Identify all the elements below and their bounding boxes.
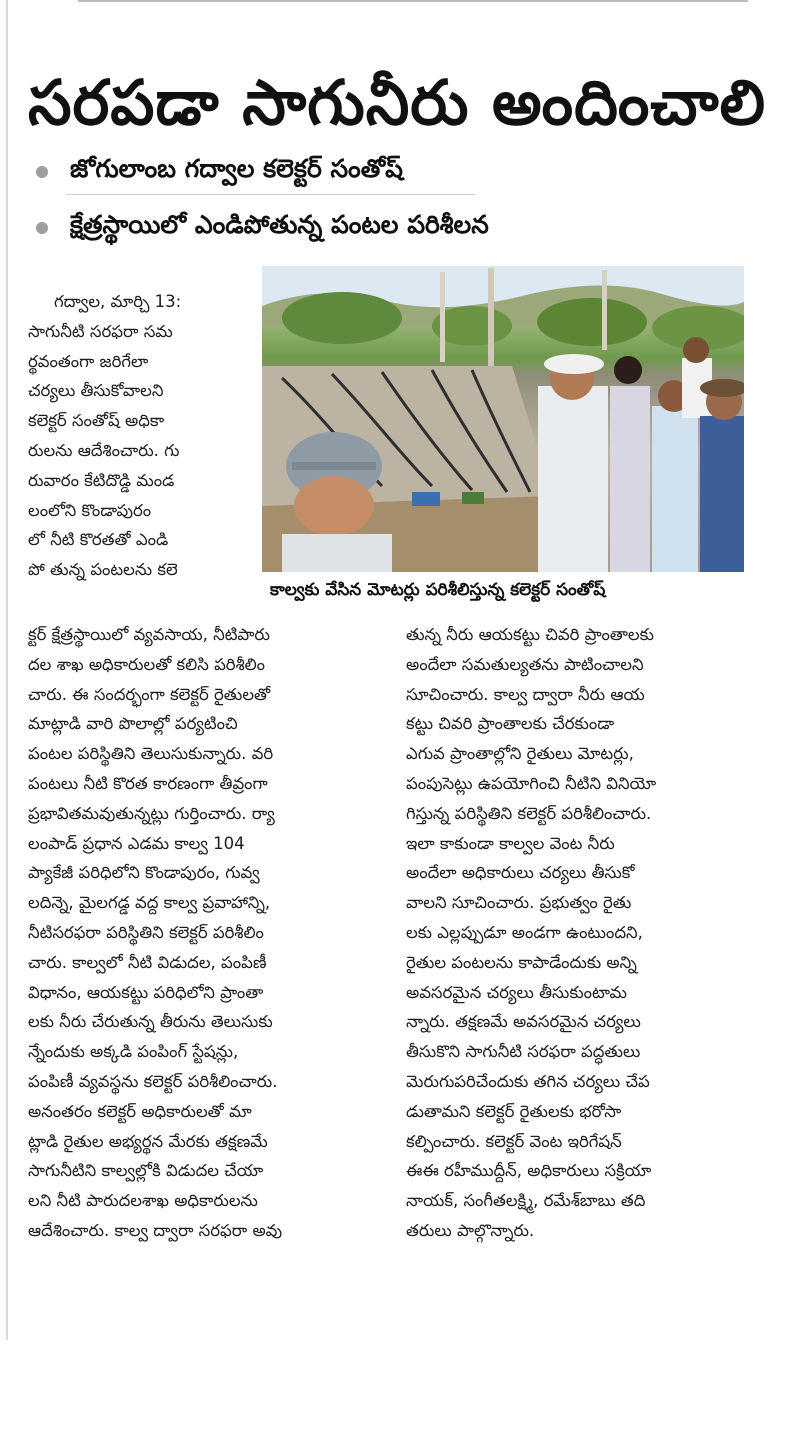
- article-line: విధానం, ఆయకట్టు పరిధిలోని ప్రాంతా: [28, 982, 264, 1002]
- article-line: అందేలా అధికారులు చర్యలు తీసుకో: [406, 863, 635, 883]
- article-line: లకు నీరు చేరుతున్న తీరును తెలుసుకు: [28, 1012, 273, 1032]
- subhead-1: [28, 152, 748, 192]
- article-line: తీసుకొని సాగునీటి సరఫరా పద్ధతులు: [406, 1042, 641, 1062]
- canal-motors-photo: [262, 266, 744, 572]
- article-line: మాట్లాడి వారి పొలాల్లో పర్యటించి: [28, 714, 238, 734]
- article-line: పంపిణీ వ్యవస్థను కలెక్టర్ పరిశీలించారు.: [28, 1071, 278, 1091]
- article-line: లో నీటి కొరతతో ఎండి: [28, 530, 169, 550]
- article-line: సూచించారు. కాల్వ ద్వారా నీరు ఆయ: [406, 684, 645, 704]
- news-photo: [262, 266, 744, 572]
- article-line: పంటలు నీటి కొరత కారణంగా తీవ్రంగా: [28, 773, 268, 793]
- article-line: రైతుల పంటలను కాపాడేందుకు అన్ని: [406, 952, 637, 972]
- headline: సరపడా సాగునీరు అందించాలి: [28, 66, 767, 139]
- article-line: తున్న నీరు ఆయకట్టు చివరి ప్రాంతాలకు: [406, 625, 654, 644]
- article-line: సాగునీటిని కాల్వల్లోకి విడుదల చేయా: [28, 1161, 264, 1181]
- article-line: అవసరమైన చర్యలు తీసుకుంటామ: [406, 982, 627, 1002]
- article-line: కట్టు చివరి ప్రాంతాలకు చేరకుండా: [406, 714, 615, 734]
- article-line: ప్రభావితమవుతున్నట్లు గుర్తించారు. ర్యా: [28, 803, 275, 823]
- article-line: లంలోని కొండాపురం: [28, 500, 152, 520]
- article-line: నాయక్, సంగీతలక్ష్మి, రమేశ్‌బాబు తది: [406, 1191, 646, 1211]
- article-line: రువారం కేటిదొడ్డి మండ: [28, 470, 175, 490]
- article-column-right: [406, 620, 748, 1246]
- subhead-2: [28, 208, 748, 248]
- article-line: వాలని సూచించారు. ప్రభుత్వం రైతు: [406, 893, 632, 913]
- bullet-icon: [36, 166, 48, 178]
- article-line: ట్లాడి రైతుల అభ్యర్థన మేరకు తక్షణమే: [28, 1131, 268, 1151]
- article-line: కలెక్టర్ సంతోష్ అధికా: [28, 411, 165, 431]
- article-line: ఈఈ రహీముద్దీన్, అధికారులు సక్రియా: [406, 1161, 652, 1181]
- article-line: ర్థవంతంగా జరిగేలా: [28, 351, 149, 371]
- subhead-1-text: జోగులాంబ గద్వాల కలెక్టర్ సంతోష్: [70, 154, 403, 183]
- article-line: సాగునీటి సరఫరా సమ: [28, 321, 173, 341]
- article-line: లంపాడ్ ప్రధాన ఎడమ కాల్వ 104: [28, 833, 245, 853]
- article-line: క్టర్ క్షేత్రస్థాయిలో వ్యవసాయ, నీటిపారు: [28, 625, 270, 644]
- article-line: ఎగువ ప్రాంతాల్లోని రైతులు మోటర్లు,: [406, 744, 634, 764]
- article-line: గద్వాల, మార్చి 13:: [54, 292, 182, 311]
- top-rule: [78, 0, 748, 2]
- left-margin-rule: [6, 0, 8, 1340]
- article-line: గిస్తున్న పరిస్థితిని కలెక్టర్ పరిశీలించారు.: [406, 803, 652, 823]
- article-line: మెరుగుపరిచేందుకు తగిన చర్యలు చేప: [406, 1071, 650, 1091]
- article-line: చారు. కాల్వలో నీటి విడుదల, పంపిణీ: [28, 952, 267, 972]
- article-line: దల శాఖ అధికారులతో కలిసి పరిశీలిం: [28, 654, 265, 674]
- article-column-left: [28, 620, 380, 1246]
- article-line: లకు ఎల్లప్పుడూ అండగా ఉంటుందని,: [406, 922, 643, 942]
- article-column-left-top: [28, 287, 240, 585]
- subhead-2-text: క్షేత్రస్థాయిలో ఎండిపోతున్న పంటల పరిశీలన: [70, 210, 489, 239]
- article-line: ఆదేశించారు. కాల్వ ద్వారా సరఫరా అవు: [28, 1220, 283, 1240]
- article-line: న్నారు. తక్షణమే అవసరమైన చర్యలు: [406, 1012, 641, 1032]
- article-line: ప్యాకేజీ పరిధిలోని కొండాపురం, గువ్వ: [28, 863, 260, 883]
- article-line: పంపుసెట్లు ఉపయోగించి నీటిని వినియో: [406, 773, 657, 793]
- article-line: న్నేందుకు అక్కడి పంపింగ్ స్టేషన్లు,: [28, 1042, 239, 1062]
- article-line: అనంతరం కలెక్టర్ అధికారులతో మా: [28, 1101, 252, 1121]
- article-line: చర్యలు తీసుకోవాలని: [28, 381, 164, 401]
- article-line: లదిన్నె, మైలగడ్డ వద్ద కాల్వ ప్రవాహాన్ని,: [28, 893, 271, 913]
- article-line: పంటల పరిస్థితిని తెలుసుకున్నారు. వరి: [28, 744, 274, 764]
- article-line: డుతామని కలెక్టర్ రైతులకు భరోసా: [406, 1101, 622, 1121]
- subhead-underline: [66, 194, 476, 195]
- article-line: తరులు పాల్గొన్నారు.: [406, 1220, 535, 1240]
- article-line: అందేలా సమతుల్యతను పాటించాలని: [406, 654, 644, 674]
- article-line: నీటిసరఫరా పరిస్థితిని కలెక్టర్ పరిశీలిం: [28, 922, 264, 942]
- article-line: ఇలా కాకుండా కాల్వల వెంట నీరు: [406, 833, 615, 853]
- article-line: కల్పించారు. కలెక్టర్ వెంట ఇరిగేషన్: [406, 1131, 622, 1151]
- article-line: చారు. ఈ సందర్భంగా కలెక్టర్ రైతులతో: [28, 684, 271, 704]
- article-line: పో తున్న పంటలను కలె: [28, 560, 178, 580]
- article-line: లని నీటి పారుదలశాఖ అధికారులను: [28, 1191, 258, 1211]
- bullet-icon: [36, 222, 48, 234]
- photo-caption: కాల్వకు వేసిన మోటర్లు పరిశీలిస్తున్న కలెక్టర్ సంతోష్: [270, 580, 606, 600]
- article-line: రులను ఆదేశించారు. గు: [28, 440, 180, 460]
